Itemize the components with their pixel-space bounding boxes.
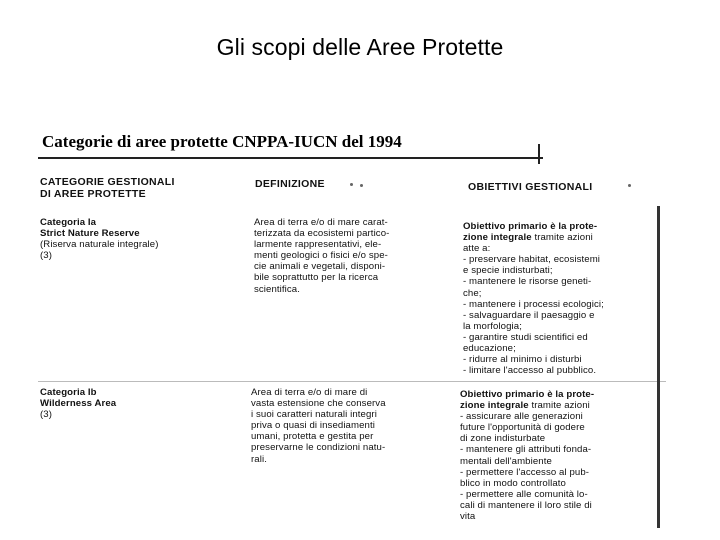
scanned-table <box>38 128 666 528</box>
row-ib-definition: Area di terra e/o di mare di vasta estensione che conserva i suoi caratteri naturali integri priva o quasi di insediamenti umani, protetta e gestita per preservarne le condizioni natu- rali. <box>251 387 386 465</box>
row-ia-objectives: Obiettivo primario è la prote- zione integrale tramite azioni atte a: - preservare habitat, ecosistemi e specie indisturbati; - mantenere le risorse geneti- che; - mantenere i processi ecologici; - salvaguardare il paesaggio e la morfologia; - garantire studi scientifici ed educazione; - ridurre al minimo i disturbi - limitare l'accesso al pubblico. <box>463 221 604 377</box>
scan-heading: Categorie di aree protette CNPPA-IUCN del 1994 <box>42 132 402 151</box>
row-ia-category: Categoria Ia Strict Nature Reserve (Riserva naturale integrale) (3) <box>40 217 159 262</box>
scan-right-edge <box>657 206 660 528</box>
heading-box-edge <box>538 144 540 164</box>
column-header-categoria: CATEGORIE GESTIONALI DI AREE PROTETTE <box>40 176 175 200</box>
slide-title: Gli scopi delle Aree Protette <box>216 34 504 60</box>
row-separator <box>38 381 666 382</box>
scan-speck <box>350 183 353 186</box>
column-header-definizione: DEFINIZIONE <box>255 178 325 190</box>
row-ib-objectives: Obiettivo primario è la prote- zione integrale tramite azioni - assicurare alle generazioni future l'opportunità di godere di zone indisturbate - mantenere gli attributi fonda- mentali dell'ambiente - permettere l'accesso al pub- blico in modo controllato - permettere alle comunità lo- cali di mantenere il loro stile di vita <box>460 389 595 523</box>
column-header-obiettivi: OBIETTIVI GESTIONALI <box>468 181 593 193</box>
row-ib-category: Categoria Ib Wilderness Area (3) <box>40 387 117 421</box>
heading-rule <box>38 157 543 159</box>
scan-speck <box>360 184 363 187</box>
row-ia-definition: Area di terra e/o di mare carat- terizzata da ecosistemi partico- larmente rappresentativi, ele- menti geologici o fisici e/o spe- cie animali e vegetali, disponi- bile soprattutto per la ricerca scientifica. <box>254 217 390 295</box>
scan-speck <box>628 184 631 187</box>
